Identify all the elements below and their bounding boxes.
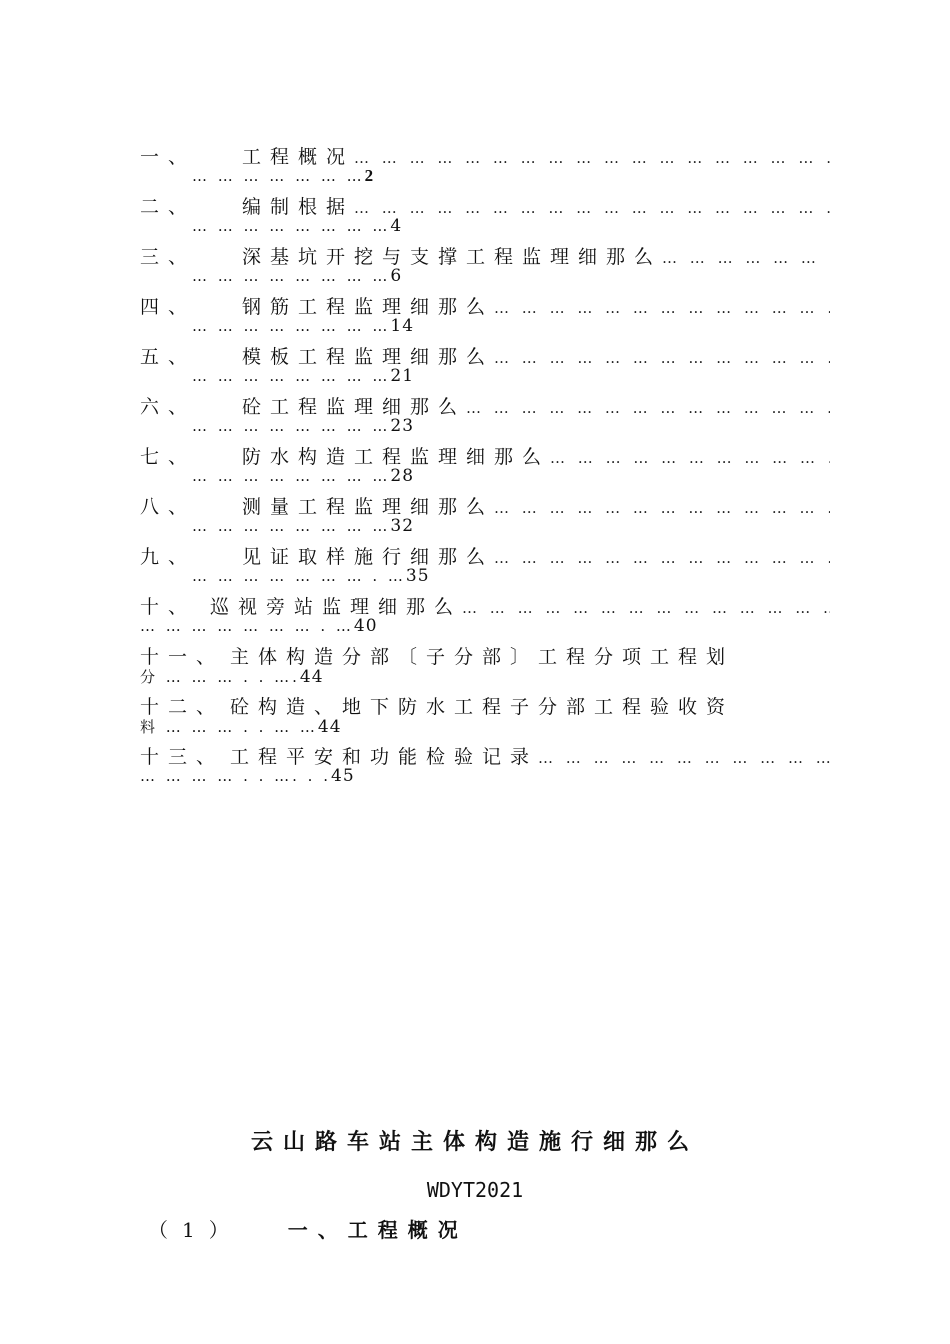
dot-leader: [354, 199, 830, 217]
toc-number: 十一、: [140, 646, 225, 668]
toc-page-number: 23: [390, 416, 415, 436]
dot-leader: … … … … … … … …: [192, 417, 391, 435]
toc-page-number: 2: [364, 166, 375, 185]
toc-title: 测量工程监理细那么: [242, 496, 495, 518]
dot-leader: [354, 149, 830, 167]
toc-number: 十、: [140, 596, 197, 618]
toc-number: 五、: [140, 346, 197, 368]
toc-continuation: [140, 466, 830, 492]
table-of-contents: [140, 142, 830, 792]
dot-leader: … … … … . . …. . .: [140, 767, 331, 785]
toc-continuation: [140, 416, 830, 442]
toc-page-number: 28: [390, 466, 415, 486]
dot-leader: … … … … … … … . …: [140, 617, 354, 635]
toc-number: 八、: [140, 496, 197, 518]
dot-leader: … … … … … … … …: [192, 467, 391, 485]
toc-title: 砼工程监理细那么: [242, 396, 467, 418]
dot-leader: [494, 349, 830, 367]
toc-entry[interactable]: [140, 142, 830, 166]
toc-entry[interactable]: [140, 342, 830, 366]
toc-number: 十二、: [140, 696, 225, 718]
toc-entry[interactable]: [140, 242, 830, 266]
dot-leader: [462, 599, 830, 617]
toc-number: 三、: [140, 246, 197, 268]
section-heading: [148, 1214, 468, 1243]
dot-leader: … … … … … … … …: [192, 367, 391, 385]
toc-title: 工程平安和功能检验记录: [230, 746, 539, 768]
toc-title-continuation: 料 … … … . . … …: [140, 718, 318, 736]
toc-continuation: [140, 766, 830, 792]
toc-continuation: [140, 616, 830, 642]
toc-continuation: [140, 316, 830, 342]
toc-entry[interactable]: [140, 742, 830, 766]
toc-continuation: [140, 216, 830, 242]
dot-leader: [494, 549, 830, 567]
dot-leader: … … … … … … … …: [192, 267, 391, 285]
toc-title: 钢筋工程监理细那么: [242, 296, 495, 318]
dot-leader: [538, 749, 830, 767]
toc-number: 二、: [140, 196, 197, 218]
toc-continuation: [140, 666, 830, 692]
toc-page-number: 6: [390, 266, 403, 286]
section-title: 一、工程概况: [287, 1218, 468, 1242]
toc-continuation: [140, 266, 830, 292]
dot-leader: … … … … … … …: [192, 167, 365, 185]
toc-title: 深基坑开挖与支撑工程监理细那么: [242, 246, 663, 268]
toc-page-number: 4: [390, 216, 403, 236]
dot-leader: [550, 449, 830, 467]
toc-entry[interactable]: [140, 292, 830, 316]
dot-leader: [494, 499, 830, 517]
toc-entry[interactable]: [140, 442, 830, 466]
toc-continuation: [140, 366, 830, 392]
toc-page-number: 45: [331, 766, 355, 786]
toc-entry[interactable]: [140, 192, 830, 216]
toc-entry[interactable]: [140, 642, 830, 666]
dot-leader: … … … … … … … . …: [192, 567, 406, 585]
dot-leader: … … … … … … … …: [192, 317, 391, 335]
toc-page-number: 35: [405, 566, 430, 586]
toc-title: 模板工程监理细那么: [242, 346, 495, 368]
toc-entry[interactable]: [140, 542, 830, 566]
dot-leader: [662, 249, 830, 267]
dot-leader: … … … … … … … …: [192, 217, 391, 235]
toc-page-number: 21: [390, 366, 415, 386]
toc-page-number: 14: [390, 316, 415, 336]
toc-page-number: 44: [299, 667, 324, 687]
toc-continuation: [140, 716, 830, 742]
dot-leader: [494, 299, 830, 317]
toc-title: 砼构造、地下防水工程子分部工程验收资: [230, 696, 735, 718]
toc-page-number: 32: [390, 516, 415, 536]
toc-title: 工程概况: [242, 146, 355, 168]
toc-number: 一、: [140, 146, 197, 168]
toc-title-continuation: 分 … … … . . ….: [140, 668, 300, 686]
toc-continuation: [140, 166, 830, 192]
toc-title: 防水构造工程监理细那么: [242, 446, 551, 468]
document-code: WDYT2021: [426, 1178, 524, 1202]
toc-number: 九、: [140, 546, 197, 568]
toc-page-number: 44: [317, 717, 342, 737]
toc-continuation: [140, 516, 830, 542]
toc-title: 见证取样施行细那么: [242, 546, 495, 568]
toc-continuation: [140, 566, 830, 592]
toc-entry[interactable]: [140, 692, 830, 716]
toc-number: 十三、: [140, 746, 225, 768]
toc-title: 主体构造分部〔子分部〕工程分项工程划: [230, 646, 735, 668]
toc-entry[interactable]: [140, 492, 830, 516]
toc-title: 巡视旁站监理细那么: [210, 596, 463, 618]
dot-leader: … … … … … … … …: [192, 517, 391, 535]
toc-page-number: 40: [353, 616, 378, 636]
section-number: （1）: [148, 1218, 243, 1242]
toc-entry[interactable]: [140, 392, 830, 416]
toc-number: 七、: [140, 446, 197, 468]
toc-number: 四、: [140, 296, 197, 318]
dot-leader: [466, 399, 830, 417]
toc-number: 六、: [140, 396, 197, 418]
document-title: 云山路车站主体构造施行细那么: [250, 1129, 699, 1155]
toc-entry[interactable]: [140, 592, 830, 616]
toc-title: 编制根据: [242, 196, 355, 218]
